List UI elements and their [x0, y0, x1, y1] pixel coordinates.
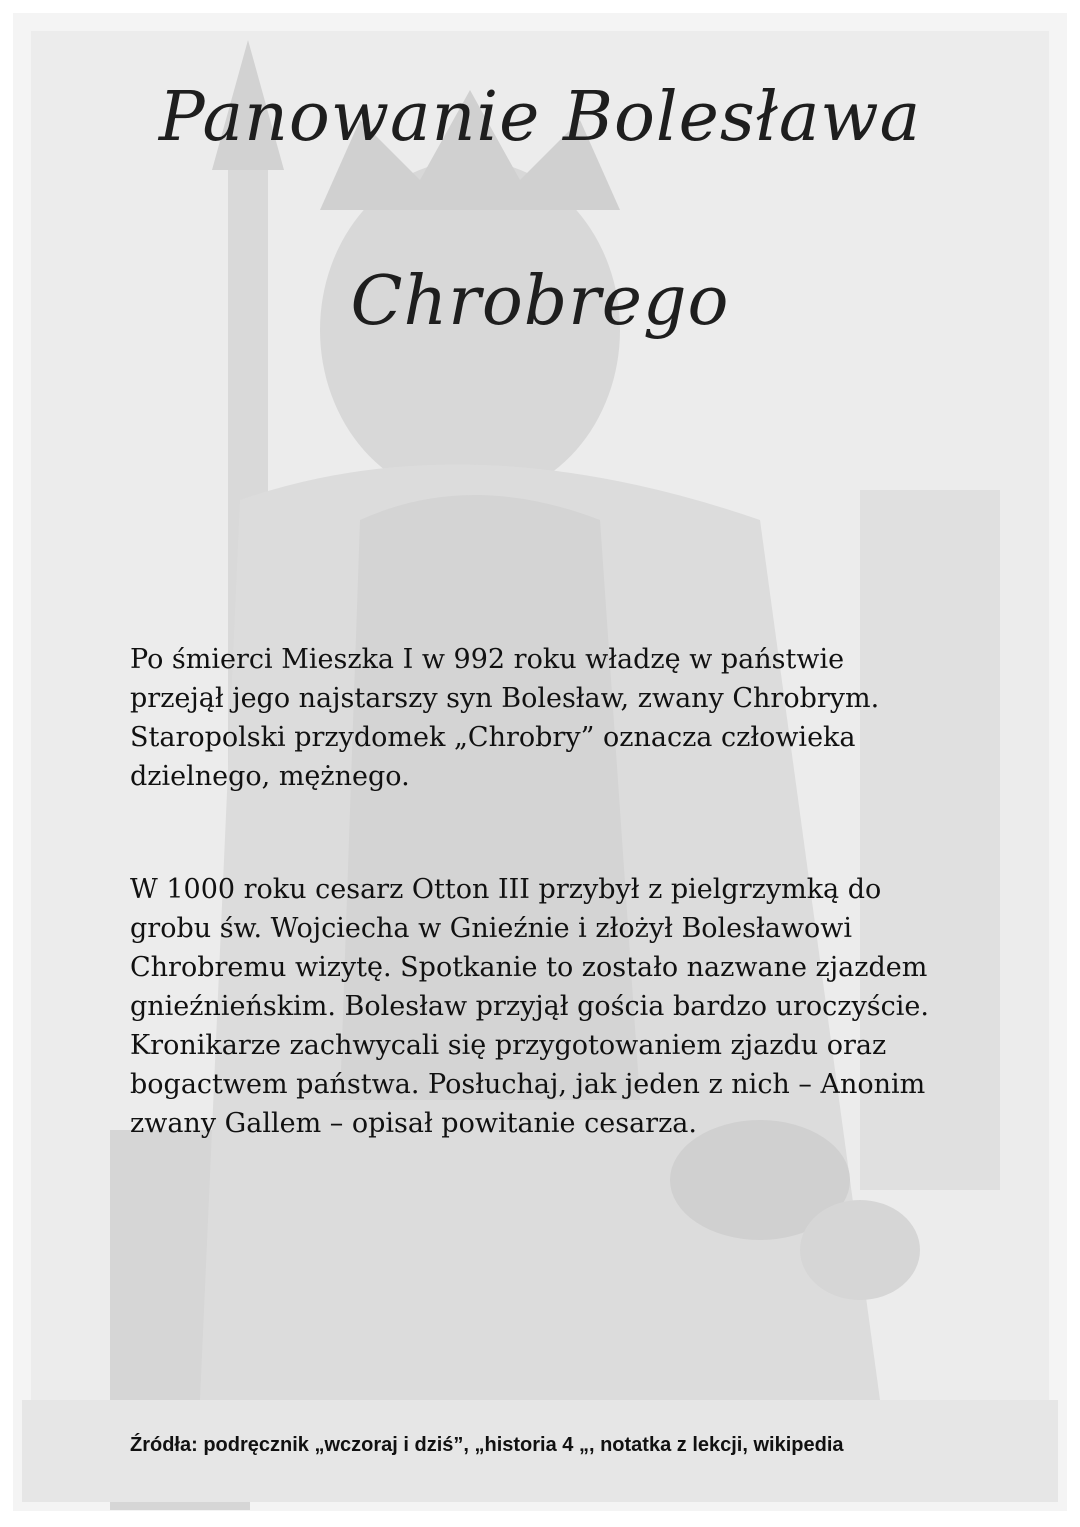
throne-orb: [800, 1200, 920, 1300]
paragraph-intro: Po śmierci Mieszka I w 992 roku władzę w państwie przejął jego najstarszy syn Bolesław, zwany Chrobrym. Staropolski przydomek „Chrobry” oznacza człowieka dzielnego, mężnego.: [130, 644, 880, 792]
page-title-line1: Panowanie Bolesława: [158, 78, 922, 157]
page-title-line2: Chrobrego: [350, 262, 730, 341]
sources-footer: Źródła: podręcznik „wczoraj i dziś”, „historia 4 „, notatka z lekcji, wikipedia: [130, 1434, 844, 1456]
paragraph-gniezno-congress: W 1000 roku cesarz Otton III przybył z pielgrzymką do grobu św. Wojciecha w Gnieźnie i złożył Bolesławowi Chrobremu wizytę. Spotkanie to zostało nazwane zjazdem gnieźnieńskim. Bolesław przyjął gościa bardzo uroczyście. Kronikarze zachwycali się przygotowaniem zjazdu oraz bogactwem państwa. Posłuchaj, jak jeden z nich – Anonim zwany Gallem – opisał powitanie cesarza.: [130, 874, 929, 1139]
